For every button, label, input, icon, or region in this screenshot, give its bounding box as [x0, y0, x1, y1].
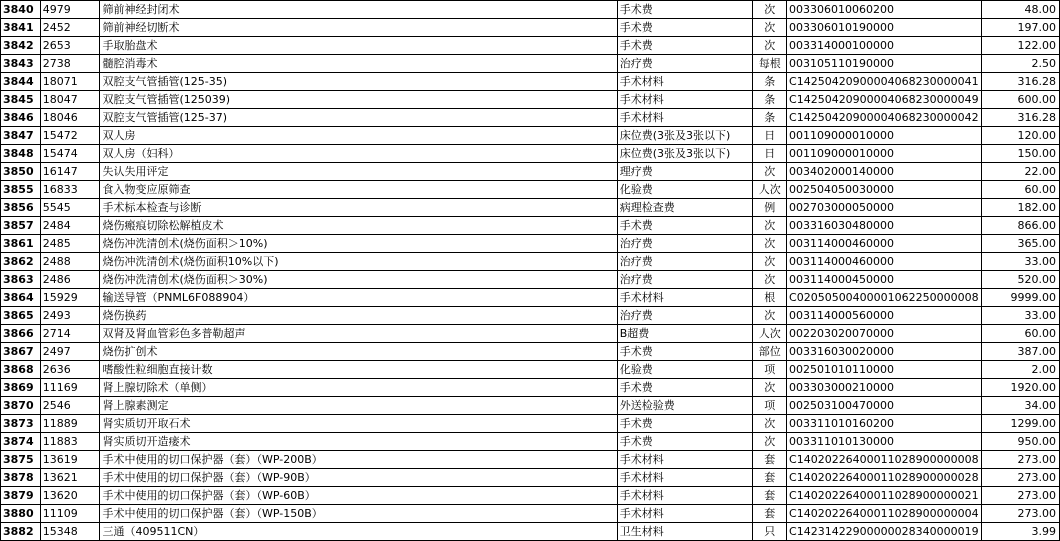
table-row	[1, 19, 1060, 37]
item-name-cell: 手术中使用的切口保护器（套）（WP-60B）	[99, 487, 617, 505]
price-cell: 950.00	[981, 433, 1059, 451]
charge-code-cell: 002703000050000	[787, 199, 982, 217]
charge-code-cell: 003402000140000	[787, 163, 982, 181]
seq-number-cell: 3878	[1, 469, 41, 487]
price-cell: 273.00	[981, 505, 1059, 523]
unit-cell: 次	[753, 19, 787, 37]
price-cell: 365.00	[981, 235, 1059, 253]
charge-code-cell: 003303000210000	[787, 379, 982, 397]
table-row	[1, 91, 1060, 109]
table-body	[1, 1, 1060, 541]
fee-category-cell: 治疗费	[617, 307, 753, 325]
fee-category-cell: 手术费	[617, 415, 753, 433]
charge-code-cell: 002203020070000	[787, 325, 982, 343]
charge-code-cell: 001109000010000	[787, 127, 982, 145]
item-name-cell: 烧伤冲洗清创术(烧伤面积10%以下)	[99, 253, 617, 271]
charge-code-cell: C14250420900004068230000041	[787, 73, 982, 91]
price-cell: 3.99	[981, 523, 1059, 541]
price-cell: 520.00	[981, 271, 1059, 289]
fee-category-cell: 手术费	[617, 343, 753, 361]
fee-category-cell: B超费	[617, 325, 753, 343]
price-cell: 60.00	[981, 325, 1059, 343]
item-name-cell: 烧伤冲洗清创术(烧伤面积＞30%)	[99, 271, 617, 289]
table-row	[1, 469, 1060, 487]
seq-number-cell: 3868	[1, 361, 41, 379]
seq-number-cell: 3880	[1, 505, 41, 523]
item-code-cell: 11169	[40, 379, 99, 397]
unit-cell: 条	[753, 91, 787, 109]
item-name-cell: 食入物变应原筛查	[99, 181, 617, 199]
table-row	[1, 217, 1060, 235]
unit-cell: 次	[753, 271, 787, 289]
table-row	[1, 397, 1060, 415]
fee-category-cell: 理疗费	[617, 163, 753, 181]
seq-number-cell: 3848	[1, 145, 41, 163]
fee-category-cell: 手术材料	[617, 289, 753, 307]
unit-cell: 每根	[753, 55, 787, 73]
unit-cell: 例	[753, 199, 787, 217]
table-row	[1, 379, 1060, 397]
price-cell: 316.28	[981, 73, 1059, 91]
fee-category-cell: 手术费	[617, 19, 753, 37]
item-name-cell: 手术中使用的切口保护器（套）（WP-150B）	[99, 505, 617, 523]
charge-code-cell: C02050500400001062250000008	[787, 289, 982, 307]
unit-cell: 只	[753, 523, 787, 541]
item-code-cell: 11883	[40, 433, 99, 451]
fee-category-cell: 手术费	[617, 379, 753, 397]
item-name-cell: 筛前神经封闭术	[99, 1, 617, 19]
unit-cell: 套	[753, 451, 787, 469]
item-code-cell: 2488	[40, 253, 99, 271]
unit-cell: 条	[753, 109, 787, 127]
item-code-cell: 2497	[40, 343, 99, 361]
item-name-cell: 失认失用评定	[99, 163, 617, 181]
fee-category-cell: 手术材料	[617, 469, 753, 487]
table-row	[1, 199, 1060, 217]
item-name-cell: 肾上腺素测定	[99, 397, 617, 415]
item-name-cell: 双人房（妇科）	[99, 145, 617, 163]
item-name-cell: 输送导管（PNML6F088904）	[99, 289, 617, 307]
seq-number-cell: 3875	[1, 451, 41, 469]
item-name-cell: 嗜酸性粒细胞直接计数	[99, 361, 617, 379]
item-name-cell: 双腔支气管插管(125039)	[99, 91, 617, 109]
charge-code-cell: C14231422900000028340000019	[787, 523, 982, 541]
unit-cell: 次	[753, 379, 787, 397]
unit-cell: 次	[753, 253, 787, 271]
table-row	[1, 523, 1060, 541]
price-cell: 1920.00	[981, 379, 1059, 397]
charge-code-cell: 003311010130000	[787, 433, 982, 451]
seq-number-cell: 3879	[1, 487, 41, 505]
table-row	[1, 451, 1060, 469]
price-cell: 48.00	[981, 1, 1059, 19]
fee-category-cell: 卫生材料	[617, 523, 753, 541]
price-cell: 387.00	[981, 343, 1059, 361]
item-name-cell: 双人房	[99, 127, 617, 145]
item-code-cell: 2493	[40, 307, 99, 325]
item-code-cell: 2714	[40, 325, 99, 343]
table-row	[1, 307, 1060, 325]
item-code-cell: 18071	[40, 73, 99, 91]
seq-number-cell: 3866	[1, 325, 41, 343]
seq-number-cell: 3870	[1, 397, 41, 415]
unit-cell: 套	[753, 505, 787, 523]
item-name-cell: 髓腔消毒术	[99, 55, 617, 73]
seq-number-cell: 3843	[1, 55, 41, 73]
seq-number-cell: 3869	[1, 379, 41, 397]
item-name-cell: 双肾及肾血管彩色多普勒超声	[99, 325, 617, 343]
table-row	[1, 271, 1060, 289]
item-code-cell: 15474	[40, 145, 99, 163]
price-cell: 9999.00	[981, 289, 1059, 307]
item-name-cell: 手取胎盘术	[99, 37, 617, 55]
fee-category-cell: 化验费	[617, 361, 753, 379]
unit-cell: 次	[753, 307, 787, 325]
unit-cell: 条	[753, 73, 787, 91]
charge-code-cell: 003114000460000	[787, 253, 982, 271]
item-code-cell: 2452	[40, 19, 99, 37]
item-name-cell: 双腔支气管插管(125-35)	[99, 73, 617, 91]
unit-cell: 次	[753, 217, 787, 235]
item-name-cell: 烧伤冲洗清创术(烧伤面积＞10%)	[99, 235, 617, 253]
seq-number-cell: 3845	[1, 91, 41, 109]
charge-code-cell: 003306010060200	[787, 1, 982, 19]
charge-code-cell: C14250420900004068230000049	[787, 91, 982, 109]
table-row	[1, 163, 1060, 181]
item-code-cell: 4979	[40, 1, 99, 19]
seq-number-cell: 3840	[1, 1, 41, 19]
table-row	[1, 415, 1060, 433]
item-name-cell: 肾实质切开造瘘术	[99, 433, 617, 451]
price-cell: 150.00	[981, 145, 1059, 163]
price-cell: 33.00	[981, 307, 1059, 325]
price-cell: 316.28	[981, 109, 1059, 127]
charge-code-cell: C14020226400011028900000028	[787, 469, 982, 487]
price-cell: 273.00	[981, 451, 1059, 469]
charge-code-cell: 003314000100000	[787, 37, 982, 55]
table-row	[1, 37, 1060, 55]
table-row	[1, 289, 1060, 307]
fee-category-cell: 手术材料	[617, 505, 753, 523]
item-name-cell: 肾上腺切除术（单侧）	[99, 379, 617, 397]
seq-number-cell: 3857	[1, 217, 41, 235]
seq-number-cell: 3842	[1, 37, 41, 55]
charge-code-cell: 003306010190000	[787, 19, 982, 37]
fee-category-cell: 手术材料	[617, 73, 753, 91]
unit-cell: 日	[753, 145, 787, 163]
fee-category-cell: 手术费	[617, 1, 753, 19]
table-row	[1, 433, 1060, 451]
item-code-cell: 18046	[40, 109, 99, 127]
seq-number-cell: 3862	[1, 253, 41, 271]
fee-category-cell: 治疗费	[617, 253, 753, 271]
fee-category-cell: 手术材料	[617, 109, 753, 127]
item-name-cell: 手术中使用的切口保护器（套）（WP-200B）	[99, 451, 617, 469]
price-cell: 22.00	[981, 163, 1059, 181]
item-code-cell: 5545	[40, 199, 99, 217]
item-code-cell: 13621	[40, 469, 99, 487]
unit-cell: 部位	[753, 343, 787, 361]
item-name-cell: 烧伤换药	[99, 307, 617, 325]
fee-category-cell: 手术材料	[617, 487, 753, 505]
fee-category-cell: 手术费	[617, 433, 753, 451]
charge-code-cell: C14020226400011028900000004	[787, 505, 982, 523]
unit-cell: 项	[753, 361, 787, 379]
unit-cell: 次	[753, 1, 787, 19]
seq-number-cell: 3882	[1, 523, 41, 541]
item-code-cell: 13619	[40, 451, 99, 469]
item-code-cell: 16833	[40, 181, 99, 199]
item-code-cell: 2484	[40, 217, 99, 235]
seq-number-cell: 3864	[1, 289, 41, 307]
item-code-cell: 2486	[40, 271, 99, 289]
seq-number-cell: 3841	[1, 19, 41, 37]
unit-cell: 人次	[753, 181, 787, 199]
price-cell: 60.00	[981, 181, 1059, 199]
charge-code-cell: 003316030480000	[787, 217, 982, 235]
unit-cell: 次	[753, 163, 787, 181]
seq-number-cell: 3861	[1, 235, 41, 253]
charge-code-cell: 003114000450000	[787, 271, 982, 289]
item-code-cell: 11889	[40, 415, 99, 433]
seq-number-cell: 3850	[1, 163, 41, 181]
unit-cell: 项	[753, 397, 787, 415]
unit-cell: 次	[753, 235, 787, 253]
item-code-cell: 15348	[40, 523, 99, 541]
table-row	[1, 127, 1060, 145]
unit-cell: 套	[753, 487, 787, 505]
fee-category-cell: 病理检查费	[617, 199, 753, 217]
price-cell: 182.00	[981, 199, 1059, 217]
price-cell: 273.00	[981, 469, 1059, 487]
fee-category-cell: 外送检验费	[617, 397, 753, 415]
table-row	[1, 235, 1060, 253]
charge-code-cell: C14020226400011028900000008	[787, 451, 982, 469]
seq-number-cell: 3867	[1, 343, 41, 361]
fee-category-cell: 手术费	[617, 37, 753, 55]
seq-number-cell: 3856	[1, 199, 41, 217]
seq-number-cell: 3844	[1, 73, 41, 91]
fee-category-cell: 床位费(3张及3张以下)	[617, 127, 753, 145]
unit-cell: 套	[753, 469, 787, 487]
charge-code-cell: 003316030020000	[787, 343, 982, 361]
table-row	[1, 505, 1060, 523]
fee-category-cell: 治疗费	[617, 55, 753, 73]
charge-code-cell: 003114000460000	[787, 235, 982, 253]
price-cell: 197.00	[981, 19, 1059, 37]
table-row	[1, 109, 1060, 127]
item-name-cell: 筛前神经切断术	[99, 19, 617, 37]
unit-cell: 人次	[753, 325, 787, 343]
item-code-cell: 15929	[40, 289, 99, 307]
charge-code-cell: C14250420900004068230000042	[787, 109, 982, 127]
table-row	[1, 145, 1060, 163]
fee-category-cell: 化验费	[617, 181, 753, 199]
item-code-cell: 16147	[40, 163, 99, 181]
price-cell: 273.00	[981, 487, 1059, 505]
price-cell: 2.00	[981, 361, 1059, 379]
unit-cell: 次	[753, 37, 787, 55]
price-cell: 120.00	[981, 127, 1059, 145]
charge-code-cell: C14020226400011028900000021	[787, 487, 982, 505]
seq-number-cell: 3846	[1, 109, 41, 127]
table-row	[1, 487, 1060, 505]
table-row	[1, 253, 1060, 271]
price-cell: 600.00	[981, 91, 1059, 109]
fee-category-cell: 手术材料	[617, 91, 753, 109]
seq-number-cell: 3847	[1, 127, 41, 145]
charge-code-cell: 001109000010000	[787, 145, 982, 163]
item-code-cell: 18047	[40, 91, 99, 109]
fee-category-cell: 床位费(3张及3张以下)	[617, 145, 753, 163]
item-name-cell: 双腔支气管插管(125-37)	[99, 109, 617, 127]
item-name-cell: 烧伤扩创术	[99, 343, 617, 361]
table-row	[1, 343, 1060, 361]
seq-number-cell: 3863	[1, 271, 41, 289]
item-code-cell: 2653	[40, 37, 99, 55]
unit-cell: 根	[753, 289, 787, 307]
charge-code-cell: 002503100470000	[787, 397, 982, 415]
item-code-cell: 2636	[40, 361, 99, 379]
price-cell: 866.00	[981, 217, 1059, 235]
seq-number-cell: 3855	[1, 181, 41, 199]
item-name-cell: 烧伤瘢痕切除松解植皮术	[99, 217, 617, 235]
seq-number-cell: 3865	[1, 307, 41, 325]
item-name-cell: 手术中使用的切口保护器（套）（WP-90B）	[99, 469, 617, 487]
table-row	[1, 181, 1060, 199]
unit-cell: 次	[753, 415, 787, 433]
fee-category-cell: 治疗费	[617, 271, 753, 289]
item-code-cell: 2546	[40, 397, 99, 415]
unit-cell: 次	[753, 433, 787, 451]
charge-code-cell: 002504050030000	[787, 181, 982, 199]
table-row	[1, 55, 1060, 73]
price-cell: 1299.00	[981, 415, 1059, 433]
table-row	[1, 361, 1060, 379]
charge-code-cell: 003105110190000	[787, 55, 982, 73]
charge-code-cell: 002501010110000	[787, 361, 982, 379]
table-row	[1, 73, 1060, 91]
item-code-cell: 11109	[40, 505, 99, 523]
item-code-cell: 15472	[40, 127, 99, 145]
charge-code-cell: 003311010160200	[787, 415, 982, 433]
table-row	[1, 325, 1060, 343]
price-cell: 122.00	[981, 37, 1059, 55]
seq-number-cell: 3874	[1, 433, 41, 451]
item-code-cell: 13620	[40, 487, 99, 505]
fee-category-cell: 手术材料	[617, 451, 753, 469]
charge-code-cell: 003114000560000	[787, 307, 982, 325]
fee-category-cell: 治疗费	[617, 235, 753, 253]
item-code-cell: 2738	[40, 55, 99, 73]
item-name-cell: 肾实质切开取石术	[99, 415, 617, 433]
fee-category-cell: 手术费	[617, 217, 753, 235]
item-name-cell: 三通（409511CN）	[99, 523, 617, 541]
price-cell: 33.00	[981, 253, 1059, 271]
seq-number-cell: 3873	[1, 415, 41, 433]
price-cell: 34.00	[981, 397, 1059, 415]
item-name-cell: 手术标本检查与诊断	[99, 199, 617, 217]
price-cell: 2.50	[981, 55, 1059, 73]
item-code-cell: 2485	[40, 235, 99, 253]
unit-cell: 日	[753, 127, 787, 145]
table-row	[1, 1, 1060, 19]
